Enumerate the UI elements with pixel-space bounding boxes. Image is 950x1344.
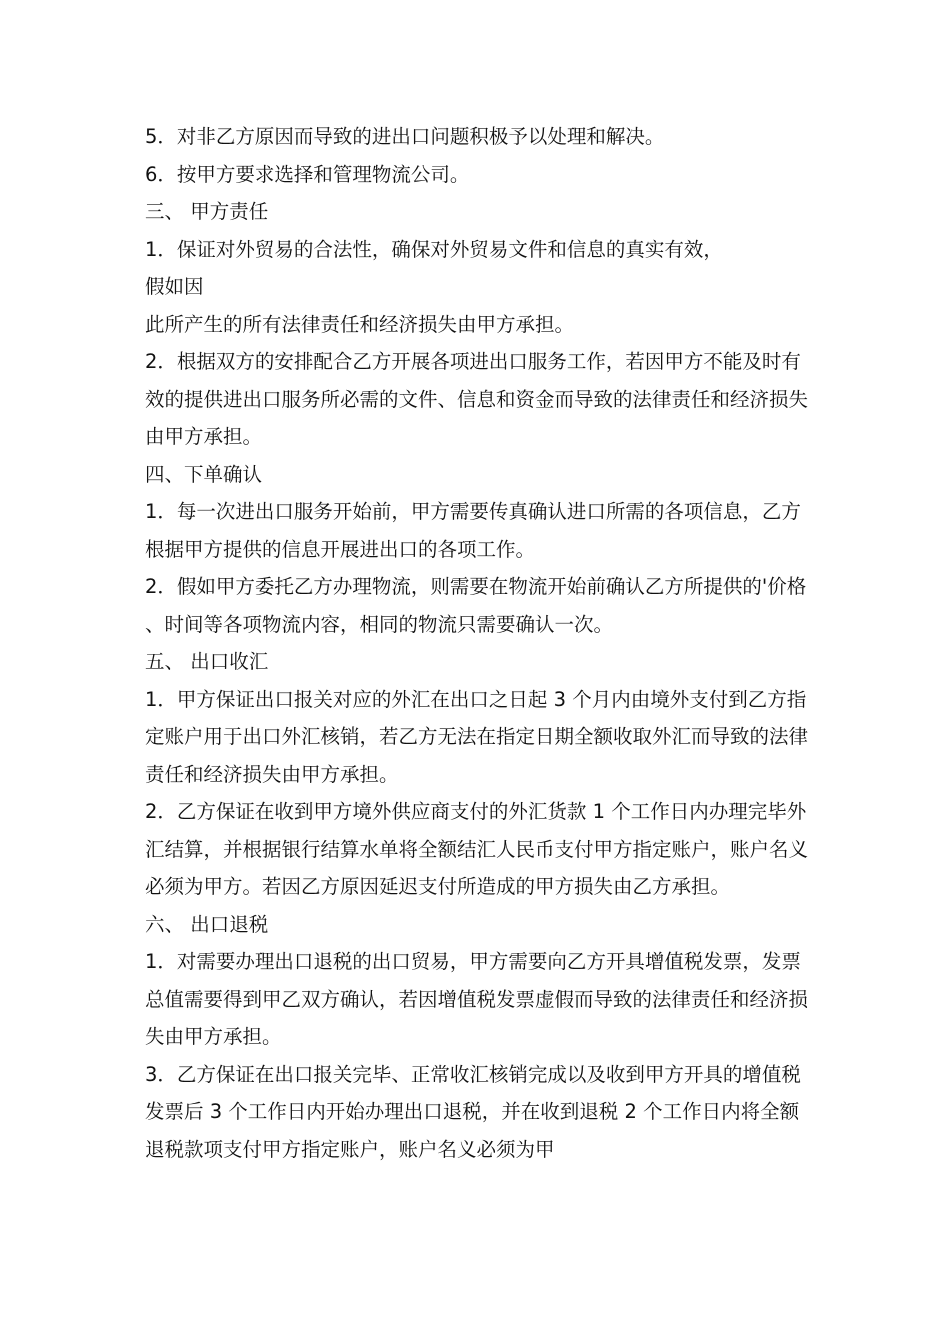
section-6-item-1: 1．对需要办理出口退税的出口贸易，甲方需要向乙方开具增值税发票，发票总值需要得到甲乙双方确认，若因增值税发票虚假而导致的法律责任和经济损失由甲方承担。 — [145, 950, 809, 1048]
section-heading-6: 六、 出口退税 — [145, 912, 269, 936]
list-item-6: 6．按甲方要求选择和管理物流公司。 — [145, 162, 470, 186]
section-5-item-1: 1．甲方保证出口报关对应的外汇在出口之日起 3 个月内由境外支付到乙方指定账户用于出口外汇核销，若乙方无法在指定日期全额收取外汇而导致的法律责任和经济损失由甲方承担。 — [145, 687, 809, 786]
section-heading-5: 五、 出口收汇 — [145, 650, 269, 673]
section-6-item-3: 3．乙方保证在出口报关完毕、正常收汇核销完成以及收到甲方开具的增值税发票后 3 个工作日内开始办理出口退税，并在收到退税 2 个工作日内将全额退税款项支付甲方指定账户，账户名义必须为甲 — [145, 1062, 801, 1161]
section-5-item-2: 2．乙方保证在收到甲方境外供应商支付的外汇货款 1 个工作日内办理完毕外汇结算，并根据银行结算水单将全额结汇人民币支付甲方指定账户，账户名义必须为甲方。若因乙方原因延迟支付所造成的甲方损失由乙方承担。 — [145, 800, 809, 898]
section-4-item-2: 2．假如甲方委托乙方办理物流，则需要在物流开始前确认乙方所提供的'价格、时间等各项物流内容，相同的物流只需要确认一次。 — [145, 575, 807, 636]
list-item-5: 5．对非乙方原因而导致的进出口问题积极予以处理和解决。 — [145, 125, 665, 148]
section-3-item-1-continued: 此所产生的所有法律责任和经济损失由甲方承担。 — [145, 312, 575, 336]
document-body — [145, 118, 810, 1168]
section-3-item-1: 1．保证对外贸易的合法性，确保对外贸易文件和信息的真实有效， 假如因 — [145, 237, 723, 298]
section-heading-4: 四、下单确认 — [145, 462, 263, 486]
section-heading-3: 三、 甲方责任 — [145, 200, 269, 223]
section-4-item-1: 1．每一次进出口服务开始前，甲方需要传真确认进口所需的各项信息，乙方根据甲方提供的信息开展进出口的各项工作。 — [145, 500, 801, 561]
section-3-item-2: 2．根据双方的安排配合乙方开展各项进出口服务工作，若因甲方不能及时有效的提供进出口服务所必需的文件、信息和资金而导致的法律责任和经济损失由甲方承担。 — [145, 350, 809, 448]
